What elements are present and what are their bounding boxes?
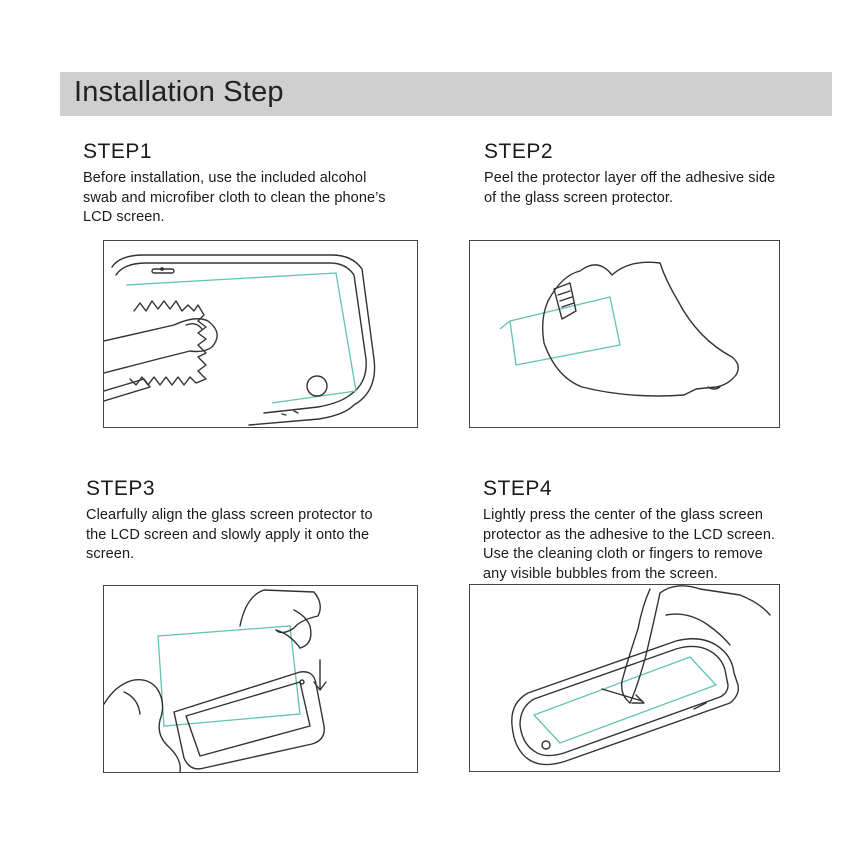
step-2-title: STEP2 bbox=[484, 140, 554, 163]
step-4-illustration bbox=[469, 584, 780, 772]
step-3-illustration bbox=[103, 585, 418, 773]
page-title: Installation Step bbox=[74, 76, 284, 108]
press-center-illustration bbox=[470, 585, 779, 771]
peel-protector-illustration bbox=[470, 241, 779, 427]
step-1 bbox=[83, 140, 443, 228]
step-2-illustration bbox=[469, 240, 780, 428]
align-protector-illustration bbox=[104, 586, 417, 772]
step-1-title: STEP1 bbox=[83, 140, 153, 163]
step-2-description: Peel the protector layer off the adhesive side of the glass screen protector. bbox=[484, 170, 776, 206]
step-2 bbox=[484, 140, 824, 208]
step-4-title: STEP4 bbox=[483, 477, 553, 500]
step-3 bbox=[86, 477, 446, 565]
header-banner bbox=[60, 72, 832, 116]
step-1-description: Before installation, use the included alcohol swab and microfiber cloth to clean the phone’s LCD screen. bbox=[83, 170, 386, 225]
step-1-illustration bbox=[103, 240, 418, 428]
step-3-title: STEP3 bbox=[86, 477, 156, 500]
step-4-description: Lightly press the center of the glass screen protector as the adhesive to the LCD screen. Use the cleaning cloth or fingers to remove any visible bubbles from the screen. bbox=[483, 507, 776, 582]
phone-cleaning-illustration bbox=[104, 241, 417, 427]
step-3-description: Clearfully align the glass screen protector to the LCD screen and slowly apply it onto the screen. bbox=[86, 507, 373, 562]
step-4 bbox=[483, 477, 833, 584]
